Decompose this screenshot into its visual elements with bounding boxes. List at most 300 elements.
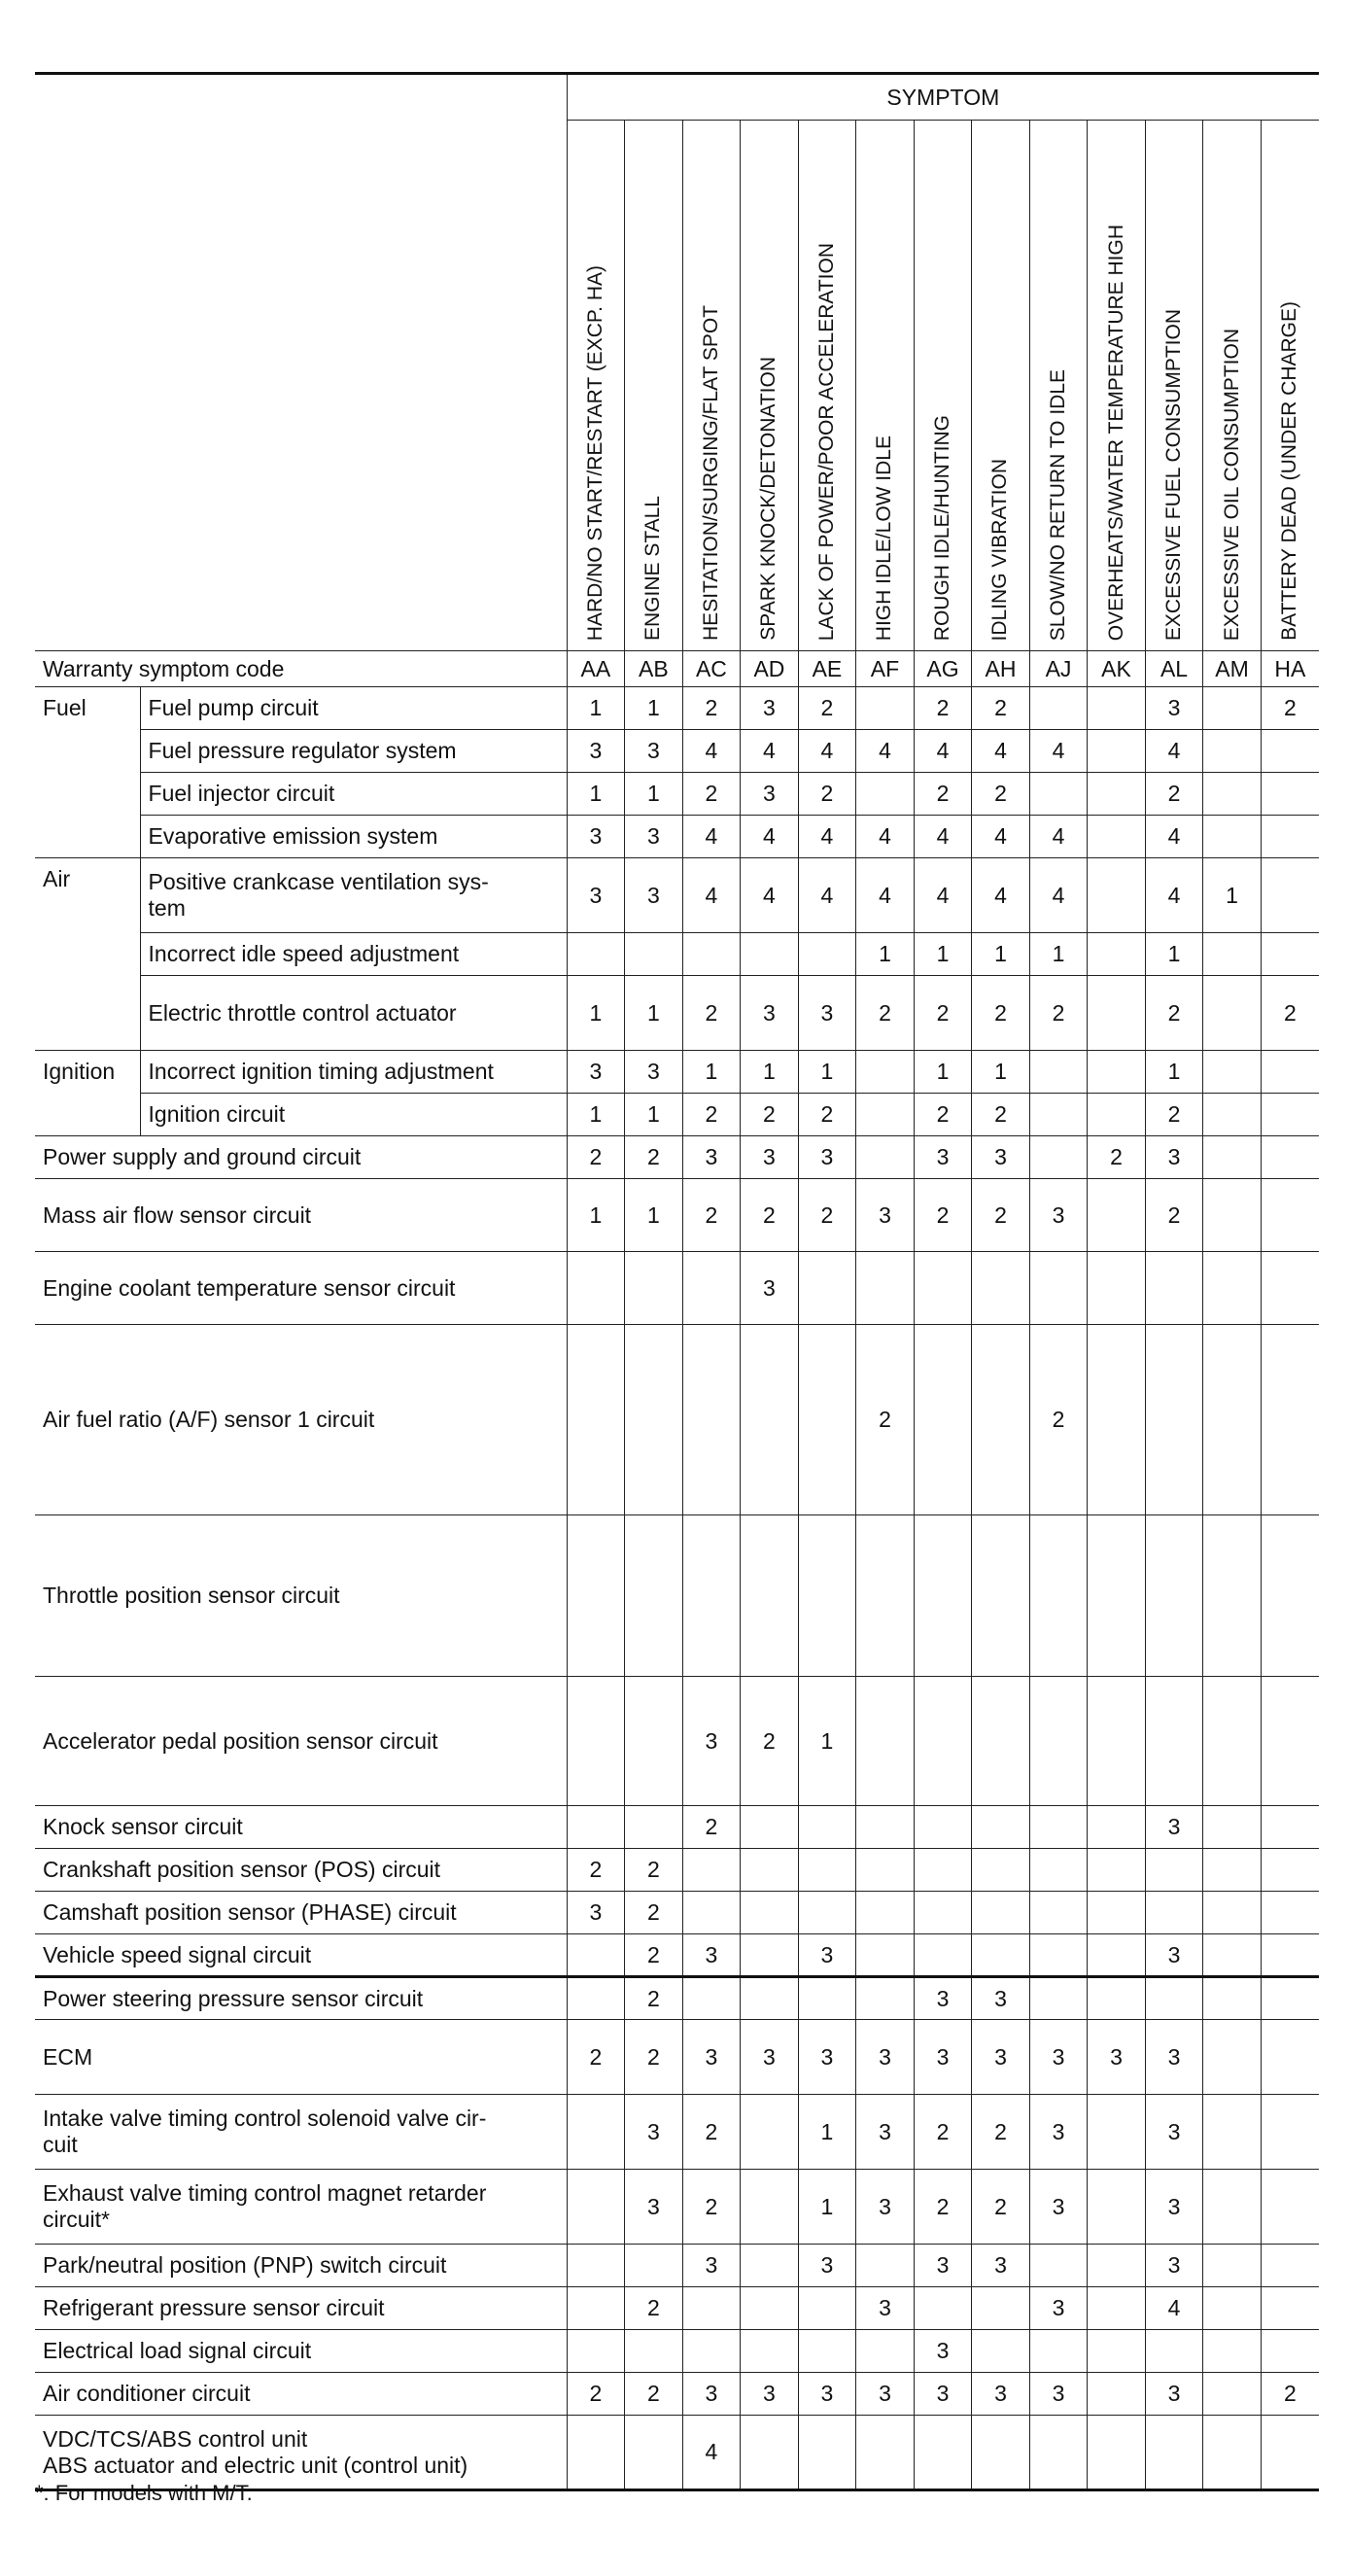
row-label: Camshaft position sensor (PHASE) circuit (35, 1892, 567, 1934)
value-cell: 3 (856, 2020, 915, 2095)
value-cell (625, 1325, 683, 1515)
value-cell: 2 (682, 773, 741, 816)
value-cell (1261, 2020, 1319, 2095)
value-cell: 3 (1029, 2170, 1088, 2245)
table-row (35, 1515, 1319, 1677)
value-cell (625, 1515, 683, 1677)
value-cell: 3 (1145, 1806, 1203, 1849)
value-cell: 2 (856, 1325, 915, 1515)
table-row (35, 933, 1319, 976)
row-group-label: Ignition (35, 1051, 140, 1136)
value-cell: 3 (1029, 2095, 1088, 2170)
value-cell (1088, 687, 1146, 730)
value-cell (914, 1892, 972, 1934)
table-row (35, 1849, 1319, 1892)
value-cell (1261, 1136, 1319, 1179)
value-cell: 1 (567, 1179, 625, 1252)
value-cell: 2 (798, 1179, 856, 1252)
value-cell: 1 (625, 976, 683, 1051)
table-row (35, 1892, 1319, 1934)
value-cell (1088, 2245, 1146, 2287)
value-cell (567, 2245, 625, 2287)
value-cell (1261, 1094, 1319, 1136)
value-cell: 3 (625, 2170, 683, 2245)
value-cell (856, 1892, 915, 1934)
value-cell (1029, 2330, 1088, 2373)
row-label: Refrigerant pressure sensor circuit (35, 2287, 567, 2330)
value-cell (1203, 1977, 1262, 2020)
value-cell (1261, 2330, 1319, 2373)
value-cell (856, 2245, 915, 2287)
value-cell (1145, 1849, 1203, 1892)
value-cell: 1 (625, 773, 683, 816)
column-header (741, 121, 799, 651)
value-cell (856, 773, 915, 816)
value-cell: 4 (856, 858, 915, 933)
value-cell (914, 1515, 972, 1677)
value-cell (625, 1252, 683, 1325)
value-cell (1088, 858, 1146, 933)
value-cell: 2 (914, 1094, 972, 1136)
value-cell: 2 (625, 2020, 683, 2095)
column-header-label: EXCESSIVE OIL CONSUMPTION (1220, 328, 1243, 641)
value-cell (1203, 730, 1262, 773)
value-cell (1203, 1677, 1262, 1806)
table-row (35, 1094, 1319, 1136)
value-cell (1261, 933, 1319, 976)
value-cell (798, 1325, 856, 1515)
column-header (914, 121, 972, 651)
row-label: Electrical load signal circuit (35, 2330, 567, 2373)
value-cell: 4 (1029, 730, 1088, 773)
value-cell (914, 1849, 972, 1892)
value-cell: 3 (567, 1892, 625, 1934)
value-cell: 2 (972, 976, 1030, 1051)
column-header (1261, 121, 1319, 651)
row-label: ECM (35, 2020, 567, 2095)
column-header-label: IDLING VIBRATION (988, 458, 1012, 641)
value-cell: 4 (1145, 816, 1203, 858)
value-cell: 3 (741, 2373, 799, 2416)
value-cell: 2 (914, 773, 972, 816)
value-cell (625, 2330, 683, 2373)
value-cell: 3 (798, 2373, 856, 2416)
table-row (35, 1677, 1319, 1806)
value-cell (856, 1094, 915, 1136)
value-cell (1203, 1849, 1262, 1892)
column-header-label: ROUGH IDLE/HUNTING (930, 414, 953, 641)
value-cell (1261, 2095, 1319, 2170)
table-row (35, 2245, 1319, 2287)
value-cell: 2 (1145, 1094, 1203, 1136)
value-cell (1088, 730, 1146, 773)
value-cell (1203, 2095, 1262, 2170)
value-cell (1261, 1677, 1319, 1806)
value-cell (567, 2287, 625, 2330)
column-header-label: EXCESSIVE FUEL CONSUMPTION (1162, 308, 1186, 641)
value-cell (1261, 1515, 1319, 1677)
value-cell: 1 (625, 1179, 683, 1252)
row-label: Incorrect ignition timing adjustment (140, 1051, 567, 1094)
value-cell: 1 (682, 1051, 741, 1094)
row-label: Exhaust valve timing control magnet retarder circuit* (35, 2170, 567, 2245)
value-cell: 1 (567, 976, 625, 1051)
value-cell: 2 (625, 2373, 683, 2416)
value-cell (798, 1252, 856, 1325)
value-cell: 3 (625, 2095, 683, 2170)
value-cell (682, 1977, 741, 2020)
column-header-label: LACK OF POWER/POOR ACCELERATION (814, 242, 838, 641)
value-cell: 2 (1145, 773, 1203, 816)
value-cell: 2 (972, 773, 1030, 816)
row-label: Accelerator pedal position sensor circuit (35, 1677, 567, 1806)
value-cell: 1 (567, 773, 625, 816)
value-cell (567, 2330, 625, 2373)
column-header (567, 121, 625, 651)
value-cell: 2 (625, 2287, 683, 2330)
value-cell (1261, 1977, 1319, 2020)
warranty-code-cell: AF (856, 651, 915, 687)
table-row (35, 1977, 1319, 2020)
symptom-table (35, 72, 1319, 2491)
value-cell: 2 (741, 1677, 799, 1806)
value-cell (1088, 1051, 1146, 1094)
value-cell (1203, 2020, 1262, 2095)
value-cell: 3 (741, 687, 799, 730)
row-label: Knock sensor circuit (35, 1806, 567, 1849)
value-cell (1261, 858, 1319, 933)
value-cell: 4 (682, 816, 741, 858)
symptom-header: SYMPTOM (567, 74, 1319, 121)
value-cell: 3 (972, 2020, 1030, 2095)
column-header (1088, 121, 1146, 651)
value-cell: 4 (914, 730, 972, 773)
column-header-label: ENGINE STALL (641, 496, 665, 641)
value-cell: 4 (856, 816, 915, 858)
value-cell: 3 (972, 1136, 1030, 1179)
value-cell: 3 (914, 1136, 972, 1179)
row-label: Mass air flow sensor circuit (35, 1179, 567, 1252)
value-cell: 1 (914, 933, 972, 976)
value-cell (972, 1806, 1030, 1849)
value-cell (1029, 1252, 1088, 1325)
value-cell (1261, 2416, 1319, 2490)
value-cell (741, 2287, 799, 2330)
value-cell: 4 (972, 816, 1030, 858)
value-cell: 3 (625, 1051, 683, 1094)
row-group-label: Air (35, 858, 140, 1051)
warranty-code-cell: AB (625, 651, 683, 687)
value-cell: 3 (625, 816, 683, 858)
value-cell (914, 1252, 972, 1325)
value-cell (567, 1515, 625, 1677)
value-cell: 3 (856, 2287, 915, 2330)
value-cell (972, 1252, 1030, 1325)
value-cell: 1 (1145, 933, 1203, 976)
row-label: Positive crankcase ventilation sys- tem (140, 858, 567, 933)
value-cell (914, 2287, 972, 2330)
value-cell (682, 1325, 741, 1515)
table-row (35, 2095, 1319, 2170)
value-cell: 4 (741, 730, 799, 773)
value-cell: 1 (567, 687, 625, 730)
column-header (798, 121, 856, 651)
value-cell (914, 1806, 972, 1849)
value-cell (1261, 1252, 1319, 1325)
row-label: Park/neutral position (PNP) switch circuit (35, 2245, 567, 2287)
warranty-code-cell: AL (1145, 651, 1203, 687)
table-row (35, 687, 1319, 730)
value-cell: 3 (682, 1136, 741, 1179)
value-cell (682, 933, 741, 976)
value-cell: 2 (567, 1849, 625, 1892)
table-row (35, 1806, 1319, 1849)
column-header (1203, 121, 1262, 651)
value-cell (1203, 976, 1262, 1051)
value-cell (914, 2416, 972, 2490)
warranty-code-cell: AM (1203, 651, 1262, 687)
value-cell (625, 933, 683, 976)
value-cell: 2 (741, 1094, 799, 1136)
table-row (35, 2020, 1319, 2095)
value-cell (1088, 2287, 1146, 2330)
value-cell: 2 (1029, 1325, 1088, 1515)
column-header (856, 121, 915, 651)
table-row (35, 1179, 1319, 1252)
value-cell: 2 (798, 1094, 856, 1136)
value-cell (1088, 1252, 1146, 1325)
value-cell: 3 (682, 2373, 741, 2416)
value-cell (1203, 816, 1262, 858)
row-label: VDC/TCS/ABS control unit ABS actuator and electric unit (control unit) (35, 2416, 567, 2490)
value-cell: 4 (798, 816, 856, 858)
value-cell (1029, 1892, 1088, 1934)
value-cell: 3 (682, 1934, 741, 1977)
value-cell (856, 2416, 915, 2490)
value-cell: 2 (741, 1179, 799, 1252)
value-cell: 2 (1145, 976, 1203, 1051)
value-cell (1261, 1806, 1319, 1849)
value-cell (1261, 773, 1319, 816)
value-cell (1203, 933, 1262, 976)
value-cell: 3 (914, 2245, 972, 2287)
value-cell: 2 (798, 773, 856, 816)
value-cell (856, 1977, 915, 2020)
value-cell (682, 2330, 741, 2373)
value-cell: 1 (741, 1051, 799, 1094)
value-cell: 2 (914, 687, 972, 730)
column-header-label: HARD/NO START/RESTART (EXCP. HA) (583, 264, 606, 641)
value-cell: 2 (1088, 1136, 1146, 1179)
value-cell (1145, 1892, 1203, 1934)
value-cell (1029, 773, 1088, 816)
value-cell: 3 (682, 2245, 741, 2287)
value-cell: 3 (856, 2170, 915, 2245)
row-label: Evaporative emission system (140, 816, 567, 858)
value-cell: 3 (625, 858, 683, 933)
value-cell (1088, 1094, 1146, 1136)
value-cell (1261, 1892, 1319, 1934)
value-cell (741, 1892, 799, 1934)
value-cell (1261, 2245, 1319, 2287)
value-cell: 2 (625, 1892, 683, 1934)
value-cell (1261, 1325, 1319, 1515)
value-cell: 3 (798, 2020, 856, 2095)
value-cell: 3 (625, 730, 683, 773)
value-cell (625, 1677, 683, 1806)
value-cell (798, 1849, 856, 1892)
row-label: Power steering pressure sensor circuit (35, 1977, 567, 2020)
value-cell (1029, 1806, 1088, 1849)
warranty-code-row (35, 651, 1319, 687)
row-label: Vehicle speed signal circuit (35, 1934, 567, 1977)
value-cell (856, 1051, 915, 1094)
value-cell: 3 (972, 2245, 1030, 2287)
value-cell (1088, 1515, 1146, 1677)
value-cell (567, 2416, 625, 2490)
table-row (35, 2416, 1319, 2490)
value-cell: 4 (741, 816, 799, 858)
row-label: Power supply and ground circuit (35, 1136, 567, 1179)
value-cell: 1 (798, 2095, 856, 2170)
value-cell (856, 1252, 915, 1325)
value-cell (1029, 687, 1088, 730)
value-cell (972, 2330, 1030, 2373)
row-label: Air conditioner circuit (35, 2373, 567, 2416)
value-cell (741, 2245, 799, 2287)
value-cell (625, 2416, 683, 2490)
value-cell: 3 (682, 1677, 741, 1806)
value-cell (1029, 2416, 1088, 2490)
row-label: Crankshaft position sensor (POS) circuit (35, 1849, 567, 1892)
value-cell: 2 (625, 1849, 683, 1892)
value-cell (741, 933, 799, 976)
value-cell: 1 (625, 1094, 683, 1136)
value-cell (741, 2330, 799, 2373)
value-cell: 2 (798, 687, 856, 730)
warranty-code-cell: AK (1088, 651, 1146, 687)
value-cell: 2 (625, 1977, 683, 2020)
value-cell (1203, 1325, 1262, 1515)
value-cell: 2 (625, 1934, 683, 1977)
value-cell: 4 (914, 816, 972, 858)
value-cell (1203, 1136, 1262, 1179)
value-cell (1029, 1677, 1088, 1806)
value-cell (914, 1934, 972, 1977)
row-group-label: Fuel (35, 687, 140, 858)
value-cell (1261, 1849, 1319, 1892)
table-row (35, 1252, 1319, 1325)
value-cell (682, 1252, 741, 1325)
value-cell: 2 (972, 1094, 1030, 1136)
value-cell (1029, 1515, 1088, 1677)
value-cell: 3 (798, 976, 856, 1051)
value-cell (856, 2330, 915, 2373)
value-cell: 4 (1029, 858, 1088, 933)
value-cell (682, 1515, 741, 1677)
value-cell (798, 1806, 856, 1849)
value-cell (1029, 1977, 1088, 2020)
value-cell: 3 (682, 2020, 741, 2095)
value-cell (1145, 1325, 1203, 1515)
value-cell: 3 (1029, 2373, 1088, 2416)
row-label: Incorrect idle speed adjustment (140, 933, 567, 976)
table-row (35, 773, 1319, 816)
value-cell (1088, 2330, 1146, 2373)
value-cell: 3 (1145, 1136, 1203, 1179)
value-cell (1088, 773, 1146, 816)
value-cell (972, 1677, 1030, 1806)
table-row (35, 816, 1319, 858)
column-header-label: BATTERY DEAD (UNDER CHARGE) (1278, 301, 1301, 641)
value-cell: 1 (972, 933, 1030, 976)
value-cell: 4 (798, 858, 856, 933)
value-cell (741, 2416, 799, 2490)
value-cell (798, 2416, 856, 2490)
value-cell (1029, 1849, 1088, 1892)
column-header-label: OVERHEATS/WATER TEMPERATURE HIGH (1104, 224, 1127, 641)
value-cell (741, 1515, 799, 1677)
value-cell (856, 1136, 915, 1179)
column-header (1145, 121, 1203, 651)
value-cell: 1 (972, 1051, 1030, 1094)
value-cell (567, 1677, 625, 1806)
value-cell (856, 1849, 915, 1892)
value-cell: 4 (1145, 730, 1203, 773)
value-cell: 3 (567, 730, 625, 773)
value-cell (1203, 1934, 1262, 1977)
value-cell: 3 (567, 816, 625, 858)
value-cell: 4 (682, 2416, 741, 2490)
value-cell: 2 (972, 2170, 1030, 2245)
value-cell (741, 1849, 799, 1892)
value-cell (798, 933, 856, 976)
value-cell (972, 2416, 1030, 2490)
value-cell: 3 (741, 773, 799, 816)
value-cell: 2 (567, 2020, 625, 2095)
value-cell: 2 (682, 2170, 741, 2245)
value-cell: 2 (1261, 976, 1319, 1051)
column-header (972, 121, 1030, 651)
value-cell (1088, 933, 1146, 976)
value-cell (625, 1806, 683, 1849)
column-header-label: SLOW/NO RETURN TO IDLE (1047, 368, 1069, 641)
table-row (35, 2373, 1319, 2416)
header-corner (35, 74, 567, 651)
row-label: Fuel injector circuit (140, 773, 567, 816)
value-cell (798, 1515, 856, 1677)
value-cell (972, 1892, 1030, 1934)
value-cell (1203, 687, 1262, 730)
value-cell: 3 (798, 1934, 856, 1977)
value-cell (856, 687, 915, 730)
value-cell: 2 (1029, 976, 1088, 1051)
value-cell (1203, 2416, 1262, 2490)
value-cell (1088, 1934, 1146, 1977)
value-cell (972, 1325, 1030, 1515)
value-cell (1203, 1179, 1262, 1252)
value-cell (567, 1325, 625, 1515)
value-cell (914, 1677, 972, 1806)
value-cell: 1 (798, 2170, 856, 2245)
value-cell: 2 (682, 1179, 741, 1252)
value-cell (1029, 1934, 1088, 1977)
value-cell: 4 (682, 730, 741, 773)
value-cell (798, 1892, 856, 1934)
value-cell (1203, 1892, 1262, 1934)
value-cell (567, 1252, 625, 1325)
value-cell (1029, 1094, 1088, 1136)
